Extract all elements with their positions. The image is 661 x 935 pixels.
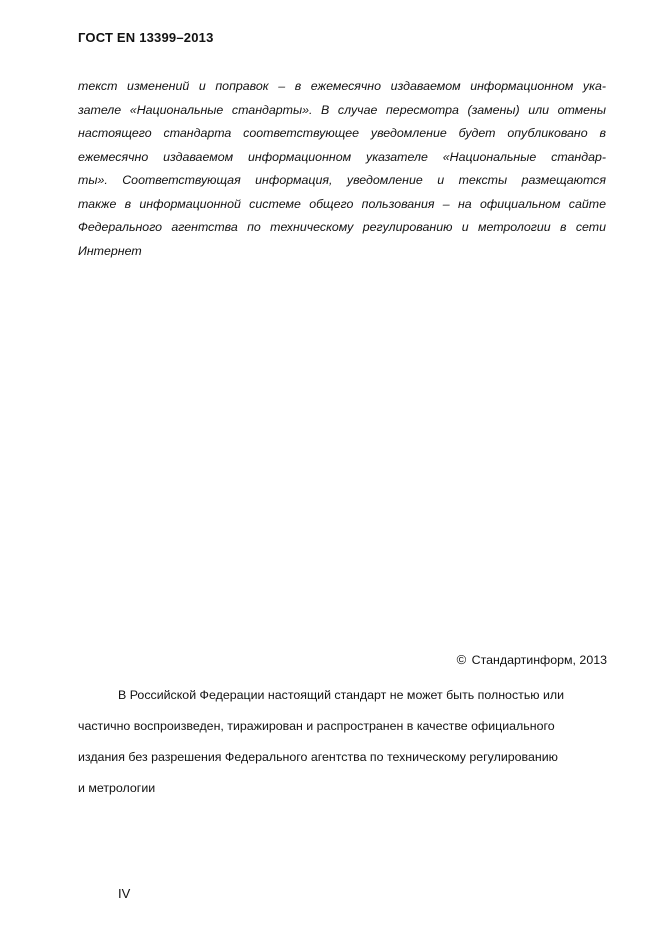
body-line: настоящего стандарта соответствующее уведомление будет опубликовано в	[78, 126, 606, 140]
copyright-notice	[457, 652, 607, 667]
copyright-text: Стандартинформ, 2013	[471, 653, 607, 667]
body-line: также в информационной системе общего пользования – на официальном сайте	[78, 196, 606, 211]
notice-line: и метрологии	[78, 781, 156, 795]
body-line: текст изменений и поправок – в ежемесячно издаваемом информационном ука-	[78, 79, 606, 93]
page-number: IV	[118, 886, 131, 901]
document-header: ГОСТ EN 13399–2013	[78, 30, 214, 45]
body-line: Интернет	[78, 243, 142, 258]
body-line: ежемесячно издаваемом информационном указателе «Национальные стандар-	[78, 149, 606, 164]
notice-line: частично воспроизведен, тиражирован и распространен в качестве официального	[78, 719, 555, 733]
body-line: ты». Соответствующая информация, уведомление и тексты размещаются	[78, 173, 606, 187]
body-paragraph	[78, 75, 606, 263]
copyright-symbol: ©	[456, 652, 467, 667]
body-line: Федерального агентства по техническому регулированию и метрологии в сети	[78, 220, 606, 234]
notice-line: В Российской Федерации настоящий стандарт не может быть полностью или	[118, 688, 565, 702]
notice-line: издания без разрешения Федерального агентства по техническому регулированию	[78, 750, 558, 764]
reproduction-notice	[78, 680, 606, 804]
body-line: зателе «Национальные стандарты». В случае пересмотра (замены) или отмены	[78, 102, 606, 117]
